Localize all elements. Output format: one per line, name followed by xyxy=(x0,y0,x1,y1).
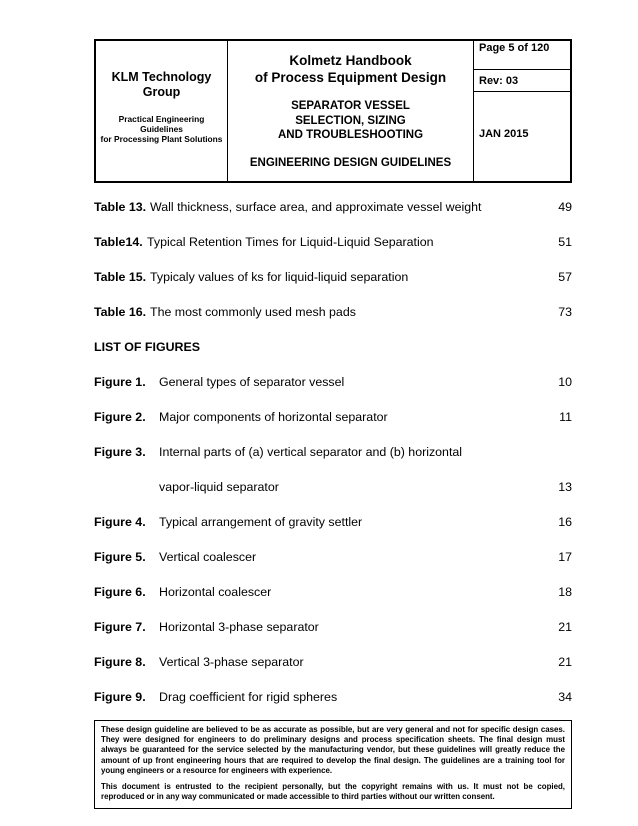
entry-title: Horizontal coalescer xyxy=(159,585,272,599)
tagline-line3: for Processing Plant Solutions xyxy=(100,134,223,144)
document-title-line1: SEPARATOR VESSEL xyxy=(291,100,410,112)
entry-label: Figure 1. xyxy=(94,375,146,389)
entry-page: 49 xyxy=(558,200,572,214)
entry-label: Table14. xyxy=(94,235,143,249)
title-cell xyxy=(228,41,474,181)
entry-page: 16 xyxy=(558,515,572,529)
entry-label: Figure 5. xyxy=(94,550,146,564)
company-tagline xyxy=(96,114,227,144)
entry-page: 51 xyxy=(558,235,572,249)
entry-label: Figure 3. xyxy=(94,445,146,459)
entry-title: Internal parts of (a) vertical separator and (b) horizontal xyxy=(159,445,463,459)
entry-label: Table 16. xyxy=(94,305,147,319)
document-title xyxy=(228,99,473,143)
list-item[interactable] xyxy=(94,688,572,706)
document-title-line3: AND TROUBLESHOOTING xyxy=(277,129,424,141)
document-title-line2: SELECTION, SIZING xyxy=(295,114,406,127)
entry-label: Figure 9. xyxy=(94,690,146,704)
list-item[interactable] xyxy=(94,443,572,461)
company-name-line1: KLM Technology xyxy=(111,70,212,84)
entry-label: Table 15. xyxy=(94,270,147,284)
list-item[interactable] xyxy=(94,198,572,216)
handbook-title xyxy=(228,52,473,86)
company-cell xyxy=(96,41,228,181)
list-item[interactable] xyxy=(94,548,572,566)
entry-title: Typical arrangement of gravity settler xyxy=(159,515,363,529)
entry-label: Figure 8. xyxy=(94,655,146,669)
list-item[interactable] xyxy=(94,303,572,321)
document-date: JAN 2015 xyxy=(479,128,529,140)
entry-page: 57 xyxy=(558,270,572,284)
entry-title: vapor-liquid separator xyxy=(159,480,279,494)
disclaimer-box xyxy=(94,720,572,809)
entry-title: The most commonly used mesh pads xyxy=(150,305,356,319)
tagline-line1: Practical Engineering xyxy=(118,114,205,124)
list-item[interactable] xyxy=(94,653,572,671)
document-header xyxy=(94,39,572,183)
list-of-figures-heading: LIST OF FIGURES xyxy=(94,340,201,354)
list-item[interactable] xyxy=(94,233,572,251)
entry-page: 73 xyxy=(558,305,572,319)
list-item[interactable] xyxy=(94,618,572,636)
entry-page: 21 xyxy=(558,620,572,634)
entry-label: Figure 4. xyxy=(94,515,146,529)
entry-title: Vertical coalescer xyxy=(159,550,257,564)
company-name xyxy=(96,70,227,100)
entry-title: General types of separator vessel xyxy=(159,375,345,389)
entry-title: Typical Retention Times for Liquid-Liquid Separation xyxy=(147,235,434,249)
entry-page: 17 xyxy=(558,550,572,564)
guidelines-label: ENGINEERING DESIGN GUIDELINES xyxy=(249,157,452,169)
entry-page: 11 xyxy=(559,410,572,424)
entry-label: Figure 2. xyxy=(94,410,146,424)
entry-page: 18 xyxy=(558,585,572,599)
entry-page: 13 xyxy=(558,480,572,494)
list-item[interactable] xyxy=(94,408,572,426)
list-item[interactable] xyxy=(94,583,572,601)
handbook-title-line1: Kolmetz Handbook xyxy=(289,53,412,68)
entry-page: 21 xyxy=(558,655,572,669)
entry-title: Horizontal 3-phase separator xyxy=(159,620,319,634)
entry-label: Table 13. xyxy=(94,200,147,214)
page-number: Page 5 of 120 xyxy=(474,41,570,70)
entry-label: Figure 7. xyxy=(94,620,146,634)
entry-title: Major components of horizontal separator xyxy=(159,410,388,424)
company-name-line2: Group xyxy=(142,85,181,99)
entry-page: 34 xyxy=(558,690,572,704)
disclaimer-paragraph: These design guideline are believed to be as accurate as possible, but are very general and not for specific design cases. They were designed for engineers to do preliminary designs and process specification sheets. The final design must always be guaranteed for the service selected by the manufacturing vendor, but these guidelines will greatly reduce the amount of up front engineering hours that are required to develop the final design. The guidelines are a training tool for young engineers or a resource for engineers with experience. xyxy=(101,725,565,775)
handbook-title-line2: of Process Equipment Design xyxy=(254,70,447,85)
entry-title: Vertical 3-phase separator xyxy=(159,655,304,669)
entry-title: Wall thickness, surface area, and approximate vessel weight xyxy=(150,200,482,214)
entry-title: Typicaly values of ks for liquid-liquid separation xyxy=(150,270,409,284)
list-item[interactable] xyxy=(94,373,572,391)
entry-title: Drag coefficient for rigid spheres xyxy=(159,690,338,704)
entry-page: 10 xyxy=(558,375,572,389)
entry-label: Figure 6. xyxy=(94,585,146,599)
list-item[interactable] xyxy=(94,268,572,286)
meta-cell xyxy=(474,41,570,181)
list-item[interactable] xyxy=(94,478,572,496)
list-item[interactable] xyxy=(94,513,572,531)
revision: Rev: 03 xyxy=(474,70,570,92)
tagline-line2: Guidelines xyxy=(140,124,183,134)
copyright-paragraph: This document is entrusted to the recipient personally, but the copyright remains with us. It must not be copied, reproduced or in any way communicated or made accessible to third parties without our written consent. xyxy=(101,782,565,802)
